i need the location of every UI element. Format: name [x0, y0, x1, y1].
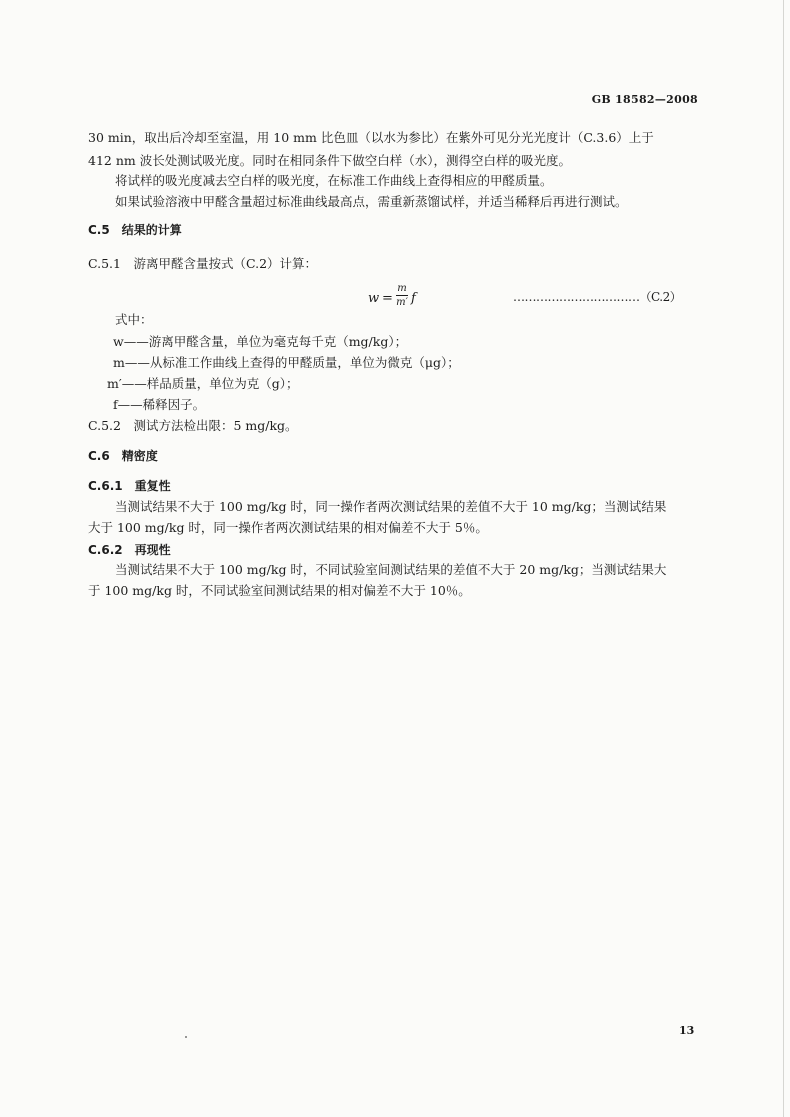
paragraph-line: 如果试验溶液中甲醛含量超过标准曲线最高点，需重新蒸馏试样，并适当稀释后再进行测试。	[115, 194, 628, 209]
clause-c52: C.5.2 测试方法检出限：5 mg/kg。	[88, 418, 298, 433]
formula-denominator: m′	[396, 297, 408, 308]
section-heading-c6: C.6 精密度	[88, 449, 158, 463]
section-heading-c5: C.5 结果的计算	[88, 223, 182, 237]
paragraph-line: 30 min，取出后冷却至室温，用 10 mm 比色皿（以水为参比）在紫外可见分光光度计（C.3.6）上于	[88, 130, 654, 145]
formula-lhs: w	[368, 291, 380, 306]
paragraph-line: 412 nm 波长处测试吸光度。同时在相同条件下做空白样（水），测得空白样的吸光度。	[88, 153, 571, 168]
paragraph-line: 当测试结果不大于 100 mg/kg 时，同一操作者两次测试结果的差值不大于 10 mg/kg；当测试结果	[115, 499, 667, 514]
formula-fraction	[396, 283, 408, 308]
clause-c51: C.5.1 游离甲醛含量按式（C.2）计算：	[88, 256, 318, 271]
variable-definition: m——从标准工作曲线上查得的甲醛质量，单位为微克（μg）；	[113, 355, 460, 370]
page-number: 13	[679, 1024, 695, 1037]
fraction-bar	[396, 295, 408, 296]
scan-edge	[783, 0, 784, 1117]
paragraph-line: 当测试结果不大于 100 mg/kg 时，不同试验室间测试结果的差值不大于 20 mg/kg；当测试结果大	[115, 562, 667, 577]
standard-header: GB 18582—2008	[591, 93, 698, 106]
formula-c2	[368, 283, 448, 313]
variable-definition: m′——样品质量，单位为克（g）；	[107, 376, 299, 391]
clause-heading-c62: C.6.2 再现性	[88, 543, 171, 557]
formula-factor: f	[411, 291, 416, 306]
where-label: 式中：	[115, 312, 153, 327]
formula-equals: =	[382, 291, 393, 306]
paragraph-line: 大于 100 mg/kg 时，同一操作者两次测试结果的相对偏差不大于 5％。	[88, 520, 488, 535]
clause-heading-c61: C.6.1 重复性	[88, 479, 171, 493]
formula-numerator: m	[397, 283, 407, 294]
equation-number: ……………………………（C.2）	[513, 290, 682, 304]
variable-definition: w——游离甲醛含量，单位为毫克每千克（mg/kg）；	[113, 334, 408, 349]
paragraph-line: 于 100 mg/kg 时，不同试验室间测试结果的相对偏差不大于 10％。	[88, 583, 471, 598]
scan-speck	[185, 1036, 187, 1038]
paragraph-line: 将试样的吸光度减去空白样的吸光度，在标准工作曲线上查得相应的甲醛质量。	[115, 173, 553, 188]
variable-definition: f——稀释因子。	[113, 397, 206, 412]
